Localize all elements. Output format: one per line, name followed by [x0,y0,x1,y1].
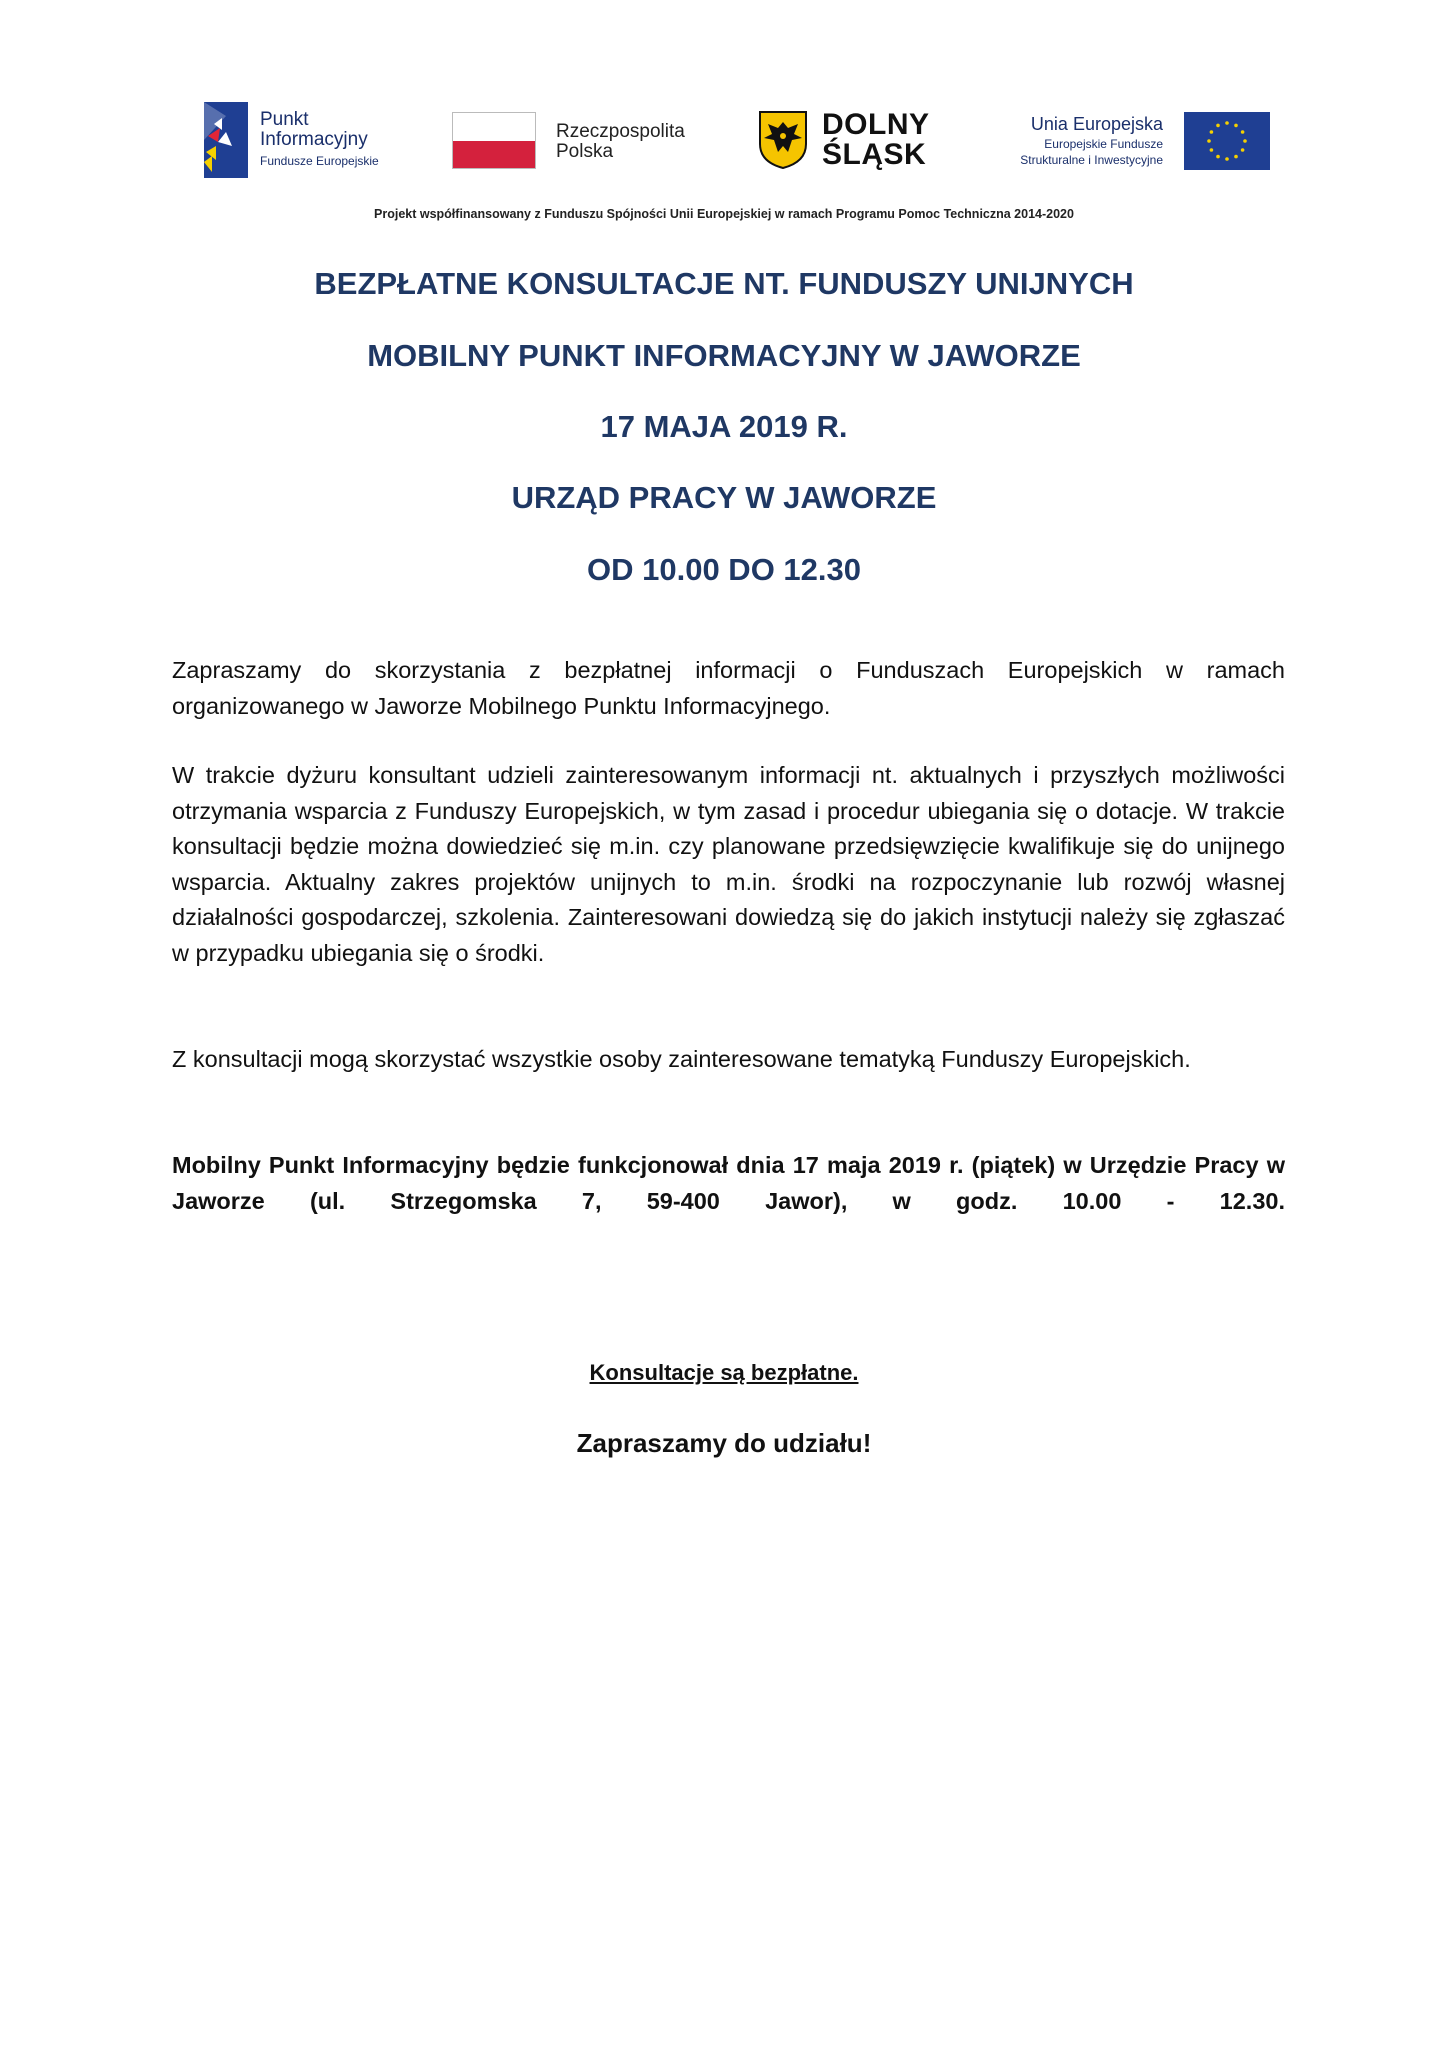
heading-location: URZĄD PRACY W JAWORZE [511,480,937,515]
eu-logo-line3: Strukturalne i Inwestycyjne [1020,153,1163,167]
pl-logo-line1: Rzeczpospolita [556,121,685,142]
ds-logo-line1: DOLNY [822,108,930,141]
logo-bar [0,100,1448,180]
eu-logo-line2: Europejskie Fundusze [1044,137,1163,151]
free-consultation-note: Konsultacje są bezpłatne. [589,1360,859,1385]
closing-invitation: Zapraszamy do udziału! [576,1428,872,1458]
paragraph-schedule: Mobilny Punkt Informacyjny będzie funkcjonował dnia 17 maja 2019 r. (piątek) w Urzędzie Pracy w Jaworze (ul. Strzegomska 7, 59-400 Jawor), w godz. 10.00 - 12.30. [172,1152,1285,1214]
heading-mobile-point: MOBILNY PUNKT INFORMACYJNY W JAWORZE [367,338,1081,373]
ds-logo-line2: ŚLĄSK [822,138,927,171]
pl-logo-line2: Polska [556,141,614,162]
eu-logo-line1: Unia Europejska [1030,114,1163,134]
polish-flag-icon [452,112,536,169]
logo-unia-europejska [990,100,1270,180]
fe-logo-line1: Punkt [260,109,309,130]
paragraph-invitation: Zapraszamy do skorzystania z bezpłatnej informacji o Funduszach Europejskich w ramach organizowanego w Jaworze Mobilnego Punktu Informacyjnego. [172,657,1285,719]
paragraph-audience: Z konsultacji mogą skorzystać wszystkie osoby zainteresowane tematyką Funduszy Europejskich. [172,1046,1191,1072]
fe-logo-line2: Informacyjny [260,129,368,150]
dolny-slask-eagle-shield-icon [758,110,808,170]
cofinancing-note: Projekt współfinansowany z Funduszu Spójności Unii Europejskiej w ramach Programu Pomoc Techniczna 2014-2020 [374,207,1074,221]
heading-title: BEZPŁATNE KONSULTACJE NT. FUNDUSZY UNIJNYCH [314,266,1134,301]
logo-fundusze-europejskie [204,100,414,180]
heading-hours: OD 10.00 DO 12.30 [587,552,861,587]
heading-date: 17 MAJA 2019 R. [600,409,848,444]
fe-logo-line3: Fundusze Europejskie [260,154,379,168]
eu-flag-icon [1184,112,1270,170]
fundusze-europejskie-emblem-icon [204,102,248,178]
logo-rzeczpospolita-polska [452,100,722,180]
logo-dolny-slask [758,100,958,180]
paragraph-consultation-details: W trakcie dyżuru konsultant udzieli zainteresowanym informacji nt. aktualnych i przyszłych możliwości otrzymania wsparcia z Funduszy Europejskich, w tym zasad i procedur ubiegania się o dotacje. W trakcie konsultacji będzie można dowiedzieć się m.in. czy planowane przedsięwzięcie kwalifikuje się do unijnego wsparcia. Aktualny zakres projektów unijnych to m.in. środki na rozpoczynanie lub rozwój własnej działalności gospodarczej, szkolenia. Zainteresowani dowiedzą się do jakich instytucji należy się zgłaszać w przypadku ubiegania się o środki. [172,762,1285,966]
